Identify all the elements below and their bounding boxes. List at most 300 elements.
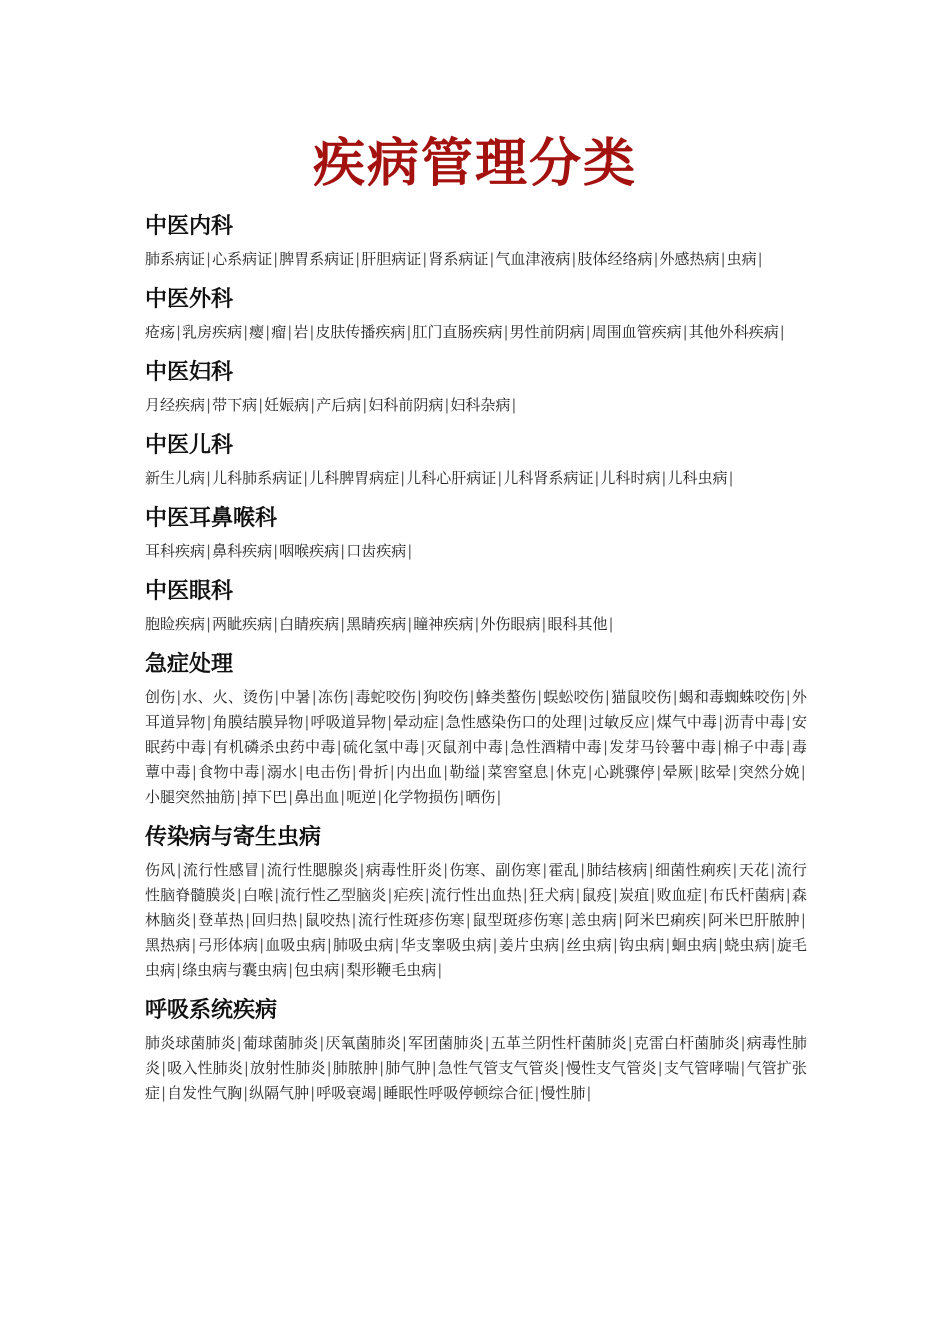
separator: | — [340, 961, 346, 979]
disease-item: 慢性支气管炎 — [565, 1059, 657, 1077]
separator: | — [206, 542, 212, 560]
disease-item: 鼠疫 — [581, 886, 612, 904]
separator: | — [400, 469, 406, 487]
separator: | — [496, 788, 502, 806]
disease-item: 自发性气胸 — [167, 1084, 243, 1102]
separator: | — [800, 911, 806, 929]
category-section — [145, 280, 807, 345]
separator: | — [359, 861, 365, 879]
disease-item: 毒蕈中毒 — [145, 738, 807, 781]
separator: | — [484, 1034, 490, 1052]
disease-item: 食物中毒 — [197, 763, 260, 781]
separator: | — [587, 763, 593, 781]
disease-item: 阿米巴痢疾 — [624, 911, 701, 929]
separator: | — [310, 1084, 316, 1102]
separator: | — [650, 713, 656, 731]
section-heading: 急症处理 — [145, 652, 234, 677]
separator: | — [176, 323, 182, 341]
disease-item: 恙虫病 — [570, 911, 618, 929]
disease-item: 梨形鞭毛虫病 — [346, 961, 437, 979]
separator: | — [420, 738, 426, 756]
disease-item: 肺气肿 — [385, 1059, 431, 1077]
disease-item: 放射性肺炎 — [249, 1059, 326, 1077]
separator: | — [274, 688, 280, 706]
separator: | — [207, 738, 213, 756]
separator: | — [549, 763, 555, 781]
disease-item: 鼠型斑疹伤寒 — [471, 911, 564, 929]
disease-item: 小腿突然抽筋 — [145, 788, 236, 806]
disease-item: 呼吸衰竭 — [316, 1084, 377, 1102]
category-section — [145, 645, 807, 810]
disease-item: 布氏杆菌病 — [708, 886, 785, 904]
separator: | — [542, 861, 548, 879]
separator: | — [443, 763, 449, 781]
separator: | — [732, 861, 738, 879]
disease-item: 两眦疾病 — [212, 615, 273, 633]
disease-item: 口齿疾病 — [346, 542, 407, 560]
disease-item: 儿科肺系病证 — [212, 469, 303, 487]
disease-item: 天花 — [738, 861, 770, 879]
separator: | — [288, 961, 294, 979]
disease-item: 掉下巴 — [242, 788, 288, 806]
disease-item: 创伤 — [145, 688, 176, 706]
disease-item: 休克 — [555, 763, 587, 781]
disease-item: 突然分娩 — [738, 763, 800, 781]
disease-item: 克雷白杆菌肺炎 — [633, 1034, 740, 1052]
disease-item: 黑睛疾病 — [346, 615, 407, 633]
disease-item: 外耳道异物 — [145, 688, 807, 731]
separator: | — [298, 763, 304, 781]
disease-item: 产后病 — [316, 396, 362, 414]
disease-item: 弓形体病 — [197, 936, 259, 954]
disease-item: 过敏反应 — [588, 713, 650, 731]
disease-item: 沥青中毒 — [724, 713, 785, 731]
separator: | — [627, 1034, 633, 1052]
separator: | — [740, 1034, 746, 1052]
separator: | — [340, 615, 346, 633]
separator: | — [672, 688, 678, 706]
disease-item: 儿科脾胃病症 — [309, 469, 400, 487]
separator: | — [602, 738, 608, 756]
separator: | — [260, 763, 266, 781]
separator: | — [585, 323, 591, 341]
disease-item: 森林脑炎 — [145, 886, 807, 929]
separator: | — [176, 961, 182, 979]
disease-item: 急性气管支气管炎 — [437, 1059, 559, 1077]
disease-item: 晒伤 — [465, 788, 496, 806]
disease-item: 血吸虫病 — [265, 936, 326, 954]
disease-item: 安眠药中毒 — [145, 713, 807, 756]
separator: | — [191, 763, 197, 781]
separator: | — [206, 713, 212, 731]
disease-item: 蝎和毒蜘蛛咬伤 — [678, 688, 785, 706]
disease-item: 肺吸虫病 — [332, 936, 394, 954]
disease-item: 白喉 — [242, 886, 274, 904]
separator: | — [311, 688, 317, 706]
disease-item: 疮疡 — [145, 323, 176, 341]
separator: | — [770, 861, 776, 879]
separator: | — [720, 250, 726, 268]
separator: | — [245, 911, 251, 929]
separator: | — [259, 936, 265, 954]
disease-item: 月经疾病 — [145, 396, 206, 414]
separator: | — [260, 861, 266, 879]
separator: | — [728, 469, 734, 487]
disease-item: 发芽马铃薯中毒 — [609, 738, 717, 756]
separator: | — [469, 688, 475, 706]
disease-item: 丝虫病 — [566, 936, 612, 954]
disease-item: 狂犬病 — [528, 886, 575, 904]
separator: | — [258, 396, 264, 414]
separator: | — [785, 688, 791, 706]
disease-item: 病毒性肺炎 — [145, 1034, 807, 1077]
separator: | — [718, 936, 724, 954]
separator: | — [571, 250, 577, 268]
separator: | — [439, 713, 445, 731]
disease-list — [145, 247, 807, 272]
separator: | — [206, 396, 212, 414]
disease-item: 肺炎球菌肺炎 — [145, 1034, 236, 1052]
disease-item: 霍乱 — [548, 861, 580, 879]
disease-item: 肺结核病 — [586, 861, 648, 879]
separator: | — [465, 911, 471, 929]
separator: | — [389, 763, 395, 781]
separator: | — [608, 615, 614, 633]
disease-item: 水、火、烫伤 — [182, 688, 274, 706]
disease-item: 急性酒精中毒 — [510, 738, 602, 756]
disease-item: 呃逆 — [346, 788, 377, 806]
disease-item: 蜂类螯伤 — [475, 688, 537, 706]
disease-item: 胞睑疾病 — [145, 615, 206, 633]
separator: | — [604, 688, 610, 706]
disease-item: 华支睾吸虫病 — [400, 936, 492, 954]
disease-item: 呼吸道异物 — [310, 713, 387, 731]
disease-item: 支气管哮喘 — [663, 1059, 740, 1077]
separator: | — [161, 1059, 167, 1077]
separator: | — [287, 323, 293, 341]
separator: | — [401, 1034, 407, 1052]
separator: | — [362, 396, 368, 414]
separator: | — [191, 911, 197, 929]
separator: | — [648, 861, 654, 879]
separator: | — [702, 886, 708, 904]
separator: | — [319, 1034, 325, 1052]
separator: | — [537, 688, 543, 706]
separator: | — [265, 323, 271, 341]
disease-item: 儿科心肝病证 — [406, 469, 497, 487]
disease-item: 败血症 — [656, 886, 702, 904]
disease-item: 流行性斑疹伤寒 — [357, 911, 465, 929]
separator: | — [309, 323, 315, 341]
separator: | — [503, 738, 510, 756]
disease-list — [145, 393, 807, 418]
disease-list — [145, 1031, 807, 1106]
separator: | — [653, 250, 659, 268]
disease-item: 气血津液病 — [495, 250, 571, 268]
disease-item: 皮肤传播疾病 — [315, 323, 406, 341]
section-heading: 中医妇科 — [145, 360, 234, 385]
section-heading: 中医眼科 — [145, 579, 234, 604]
separator: | — [474, 615, 480, 633]
disease-item: 带下病 — [212, 396, 258, 414]
disease-item: 气管扩张症 — [145, 1059, 807, 1102]
separator: | — [443, 861, 449, 879]
separator: | — [582, 713, 588, 731]
disease-item: 咽喉疾病 — [279, 542, 340, 560]
separator: | — [273, 615, 279, 633]
separator: | — [534, 1084, 540, 1102]
disease-item: 流行性感冒 — [182, 861, 260, 879]
disease-item: 流行性腮腺炎 — [266, 861, 359, 879]
disease-item: 伤寒、副伤寒 — [449, 861, 542, 879]
disease-item: 煤气中毒 — [656, 713, 718, 731]
disease-item: 回归热 — [251, 911, 298, 929]
separator: | — [336, 738, 342, 756]
separator: | — [770, 936, 776, 954]
disease-item: 脾胃系病证 — [279, 250, 355, 268]
disease-item: 硫化氢中毒 — [342, 738, 420, 756]
separator: | — [416, 688, 422, 706]
separator: | — [740, 1059, 746, 1077]
separator: | — [298, 911, 304, 929]
disease-item: 晕动症 — [393, 713, 439, 731]
section-heading: 中医内科 — [145, 214, 234, 239]
separator: | — [176, 861, 182, 879]
separator: | — [161, 1084, 167, 1102]
disease-item: 肾系病证 — [428, 250, 489, 268]
separator: | — [757, 250, 763, 268]
disease-item: 肺系病证 — [145, 250, 206, 268]
disease-item: 化学物损伤 — [383, 788, 459, 806]
separator: | — [355, 250, 361, 268]
disease-item: 儿科虫病 — [667, 469, 728, 487]
separator: | — [206, 250, 212, 268]
separator: | — [273, 542, 279, 560]
disease-item: 阿米巴肝脓肿 — [707, 911, 800, 929]
separator: | — [340, 788, 346, 806]
disease-item: 骨折 — [357, 763, 389, 781]
disease-item: 急性感染伤口的处理 — [445, 713, 582, 731]
separator: | — [682, 323, 688, 341]
disease-item: 乳房疾病 — [182, 323, 243, 341]
separator: | — [191, 936, 197, 954]
disease-item: 吸入性肺炎 — [167, 1059, 243, 1077]
separator: | — [236, 886, 242, 904]
disease-item: 灭鼠剂中毒 — [426, 738, 503, 756]
separator: | — [459, 788, 465, 806]
separator: | — [236, 1034, 242, 1052]
separator: | — [387, 886, 393, 904]
disease-item: 细菌性痢疾 — [654, 861, 732, 879]
separator: | — [779, 323, 785, 341]
category-section — [145, 499, 807, 564]
disease-item: 厌氧菌肺炎 — [325, 1034, 401, 1052]
disease-item: 瞳神疾病 — [413, 615, 474, 633]
disease-item: 葡球菌肺炎 — [242, 1034, 319, 1052]
separator: | — [511, 396, 517, 414]
disease-item: 姜片虫病 — [498, 936, 560, 954]
disease-list — [145, 612, 807, 637]
page-title: 疾病管理分类 — [312, 134, 637, 194]
disease-item: 外伤眼病 — [480, 615, 541, 633]
separator: | — [243, 323, 249, 341]
separator: | — [559, 1059, 565, 1077]
disease-item: 冻伤 — [317, 688, 349, 706]
disease-item: 肢体经络病 — [577, 250, 653, 268]
separator: | — [407, 615, 413, 633]
separator: | — [489, 250, 495, 268]
separator: | — [650, 886, 656, 904]
category-section — [145, 818, 807, 983]
separator: | — [522, 886, 528, 904]
separator: | — [612, 886, 618, 904]
separator: | — [431, 1059, 437, 1077]
separator: | — [288, 788, 294, 806]
disease-item: 狗咬伤 — [422, 688, 469, 706]
disease-item: 其他外科疾病 — [688, 323, 779, 341]
separator: | — [694, 763, 700, 781]
disease-list — [145, 320, 807, 345]
separator: | — [701, 911, 707, 929]
separator: | — [377, 1084, 383, 1102]
separator: | — [718, 713, 724, 731]
separator: | — [618, 911, 624, 929]
separator: | — [612, 936, 618, 954]
disease-item: 绦虫病与囊虫病 — [182, 961, 288, 979]
disease-item: 妊娠病 — [264, 396, 310, 414]
disease-item: 病毒性肝炎 — [365, 861, 443, 879]
separator: | — [351, 911, 357, 929]
disease-item: 棉子中毒 — [723, 738, 785, 756]
disease-item: 晕厥 — [662, 763, 694, 781]
separator: | — [406, 323, 412, 341]
disease-item: 溺水 — [266, 763, 298, 781]
separator: | — [206, 615, 212, 633]
section-heading: 中医外科 — [145, 287, 234, 312]
disease-item: 妇科杂病 — [450, 396, 511, 414]
disease-list — [145, 858, 807, 983]
separator: | — [422, 250, 428, 268]
separator: | — [351, 763, 357, 781]
separator: | — [303, 469, 309, 487]
section-heading: 传染病与寄生虫病 — [145, 825, 322, 850]
separator: | — [785, 886, 791, 904]
disease-item: 电击伤 — [304, 763, 351, 781]
category-section — [145, 207, 807, 272]
separator: | — [394, 936, 400, 954]
disease-item: 鼻出血 — [294, 788, 340, 806]
separator: | — [785, 713, 791, 731]
separator: | — [580, 861, 586, 879]
disease-item: 慢性肺 — [540, 1084, 586, 1102]
section-heading: 呼吸系统疾病 — [145, 998, 278, 1023]
separator: | — [243, 1084, 249, 1102]
category-section — [145, 991, 807, 1106]
disease-item: 疟疾 — [393, 886, 424, 904]
separator: | — [206, 469, 212, 487]
disease-item: 肝胆病证 — [361, 250, 422, 268]
disease-item: 白睛疾病 — [279, 615, 340, 633]
separator: | — [274, 886, 280, 904]
disease-item: 流行性出血热 — [430, 886, 522, 904]
disease-item: 流行性脑脊髓膜炎 — [145, 861, 807, 904]
separator: | — [800, 763, 806, 781]
disease-item: 儿科时病 — [600, 469, 661, 487]
disease-item: 鼻科疾病 — [212, 542, 273, 560]
separator: | — [326, 1059, 332, 1077]
disease-item: 勒缢 — [449, 763, 481, 781]
disease-item: 周围血管疾病 — [591, 323, 682, 341]
disease-item: 眼科其他 — [547, 615, 608, 633]
separator: | — [657, 1059, 663, 1077]
separator: | — [379, 1059, 385, 1077]
disease-item: 虫病 — [726, 250, 757, 268]
disease-item: 菜窖窒息 — [487, 763, 549, 781]
disease-item: 猫鼠咬伤 — [610, 688, 672, 706]
category-section — [145, 426, 807, 491]
separator: | — [326, 936, 332, 954]
disease-item: 五革兰阴性杆菌肺炎 — [490, 1034, 627, 1052]
disease-item: 蛲虫病 — [724, 936, 770, 954]
separator: | — [560, 936, 566, 954]
separator: | — [304, 713, 310, 731]
separator: | — [236, 788, 242, 806]
separator: | — [377, 788, 383, 806]
separator: | — [594, 469, 600, 487]
disease-item: 肺脓肿 — [332, 1059, 379, 1077]
disease-item: 炭疽 — [618, 886, 650, 904]
disease-item: 瘤 — [271, 323, 287, 341]
separator: | — [665, 936, 671, 954]
disease-list — [145, 685, 807, 810]
disease-item: 蜈蚣咬伤 — [543, 688, 604, 706]
disease-item: 伤风 — [145, 861, 176, 879]
separator: | — [564, 911, 570, 929]
section-heading: 中医耳鼻喉科 — [145, 506, 278, 531]
separator: | — [273, 250, 279, 268]
disease-item: 妇科前阴病 — [368, 396, 444, 414]
disease-item: 钩虫病 — [618, 936, 665, 954]
separator: | — [243, 1059, 249, 1077]
disease-item: 心跳骤停 — [593, 763, 656, 781]
disease-item: 眩晕 — [700, 763, 732, 781]
category-list — [145, 207, 807, 1114]
disease-item: 军团菌肺炎 — [407, 1034, 484, 1052]
disease-item: 肛门直肠疾病 — [412, 323, 503, 341]
disease-item: 旋毛虫病 — [145, 936, 807, 979]
category-section — [145, 572, 807, 637]
section-heading: 中医儿科 — [145, 433, 234, 458]
separator: | — [340, 542, 346, 560]
separator: | — [310, 396, 316, 414]
separator: | — [387, 713, 393, 731]
disease-item: 登革热 — [197, 911, 245, 929]
disease-item: 黑热病 — [145, 936, 191, 954]
disease-item: 新生儿病 — [145, 469, 206, 487]
separator: | — [492, 936, 498, 954]
category-section — [145, 353, 807, 418]
disease-item: 耳科疾病 — [145, 542, 206, 560]
separator: | — [407, 542, 413, 560]
separator: | — [661, 469, 667, 487]
disease-item: 流行性乙型脑炎 — [280, 886, 387, 904]
separator: | — [444, 396, 450, 414]
disease-item: 男性前阴病 — [509, 323, 585, 341]
disease-item: 毒蛇咬伤 — [355, 688, 416, 706]
separator: | — [503, 323, 509, 341]
disease-list — [145, 466, 807, 491]
separator: | — [541, 615, 547, 633]
